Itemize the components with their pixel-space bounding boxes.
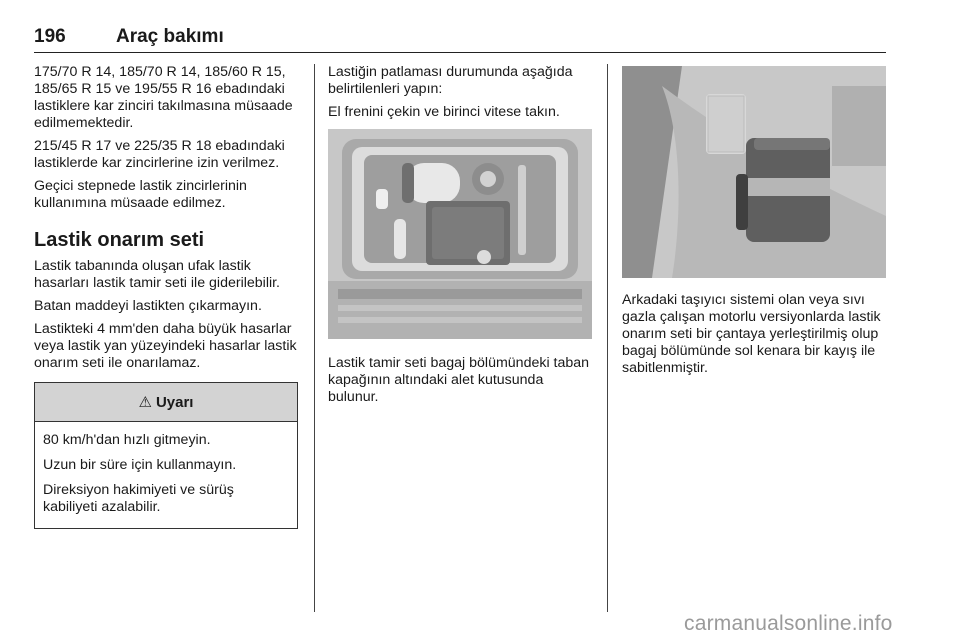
column-divider bbox=[607, 64, 608, 612]
repair-kit-bag-illustration bbox=[622, 66, 886, 278]
warning-line: 80 km/h'dan hızlı gitmeyin. bbox=[43, 432, 211, 448]
paragraph: Geçici stepnede lastik zincirlerinin kullanımına müsaade edilmez. bbox=[34, 178, 247, 211]
page-header bbox=[34, 26, 886, 53]
page-number: 196 bbox=[34, 26, 66, 47]
warning-box bbox=[34, 382, 298, 529]
paragraph: 215/45 R 17 ve 225/35 R 18 ebadındaki lastiklerde kar zincirlerine izin verilmez. bbox=[34, 138, 285, 171]
section-title: Araç bakımı bbox=[116, 26, 224, 47]
repair-kit-trunk-illustration bbox=[328, 129, 592, 339]
warning-line: Direksiyon hakimiyeti ve sürüş kabiliyeti azalabilir. bbox=[43, 482, 234, 515]
paragraph: Lastiğin patlaması durumunda aşağıda belirtilenleri yapın: bbox=[328, 64, 573, 97]
warning-icon: ⚠ bbox=[138, 393, 152, 411]
figure-caption: Arkadaki taşıyıcı sistemi olan veya sıvı gazla çalışan motorlu versiyonlarda lastik onarım seti bir çantaya yerleştirilmiş olup bagaj bölümünde sol kenara bir kayış ile sabitlenmiştir. bbox=[622, 292, 881, 376]
warning-title: Uyarı bbox=[155, 393, 194, 411]
warning-body bbox=[35, 422, 297, 528]
column-middle bbox=[328, 64, 594, 412]
watermark: carmanualsonline.info bbox=[684, 612, 893, 635]
warning-line: Uzun bir süre için kullanmayın. bbox=[43, 457, 237, 473]
paragraph: Lastik tabanında oluşan ufak lastik hasarları lastik tamir seti ile giderilebilir. bbox=[34, 258, 281, 291]
figure-caption: Lastik tamir seti bagaj bölümündeki taban kapağının altındaki alet kutusunda bulunur. bbox=[328, 355, 590, 405]
column-right bbox=[622, 64, 886, 383]
paragraph: El frenini çekin ve birinci vitese takın. bbox=[328, 104, 560, 120]
paragraph: Batan maddeyi lastikten çıkarmayın. bbox=[34, 298, 262, 314]
warning-header bbox=[35, 383, 297, 422]
subsection-heading: Lastik onarım seti bbox=[34, 229, 205, 251]
paragraph: Lastikteki 4 mm'den daha büyük hasarlar veya lastik yan yüzeyindeki hasarlar lastik onarım seti ile onarılamaz. bbox=[34, 321, 297, 371]
paragraph: 175/70 R 14, 185/70 R 14, 185/60 R 15, 185/65 R 15 ve 195/55 R 16 ebadındaki lastiklere kar zinciri takılmasına müsaade edilmemektedir. bbox=[34, 64, 293, 131]
column-divider bbox=[314, 64, 315, 612]
column-left bbox=[34, 64, 300, 529]
